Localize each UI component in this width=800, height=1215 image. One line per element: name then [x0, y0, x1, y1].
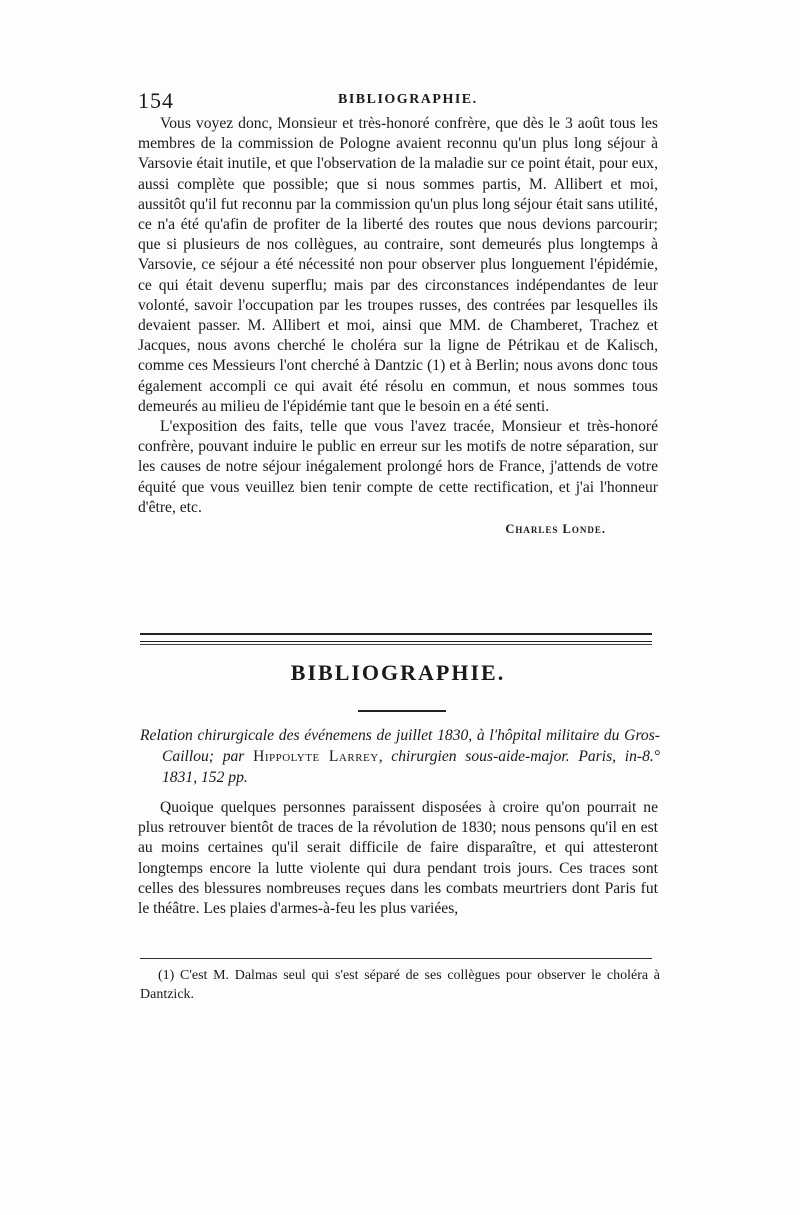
letter-signature: Charles Londe.	[505, 522, 606, 537]
review-citation	[140, 725, 660, 788]
footnote	[140, 966, 660, 1004]
review-publication: , chirurgien sous-aide-major. Paris, in-8.° 1831, 152 pp.	[162, 748, 661, 786]
review-text	[138, 798, 658, 919]
review-heading	[140, 725, 660, 788]
review-title: Relation chirurgicale des événemens de juillet 1830, à l'hôpital militaire du Gros-Caillou; par	[140, 727, 660, 765]
section-divider-double	[140, 633, 652, 642]
running-title: BIBLIOGRAPHIE.	[338, 92, 478, 107]
title-underline	[358, 710, 446, 712]
section-title: BIBLIOGRAPHIE.	[290, 660, 506, 685]
footnote-text: (1) C'est M. Dalmas seul qui s'est séparé de ses collègues pour observer le choléra à Dantzick.	[140, 968, 660, 1002]
footnote-divider	[140, 958, 652, 959]
letter-paragraph-2: L'exposition des faits, telle que vous l'avez tracée, Monsieur et très-honoré confrère, pouvant induire le public en erreur sur les motifs de notre séparation, sur les causes de notre séjour inégalement prolongé hors de France, j'attends de votre équité que vous veuillez bien tenir compte de cette rectification, et j'ai l'honneur d'être, etc.	[138, 418, 658, 516]
running-head	[138, 88, 658, 112]
review-paragraph-1: Quoique quelques personnes paraissent disposées à croire qu'on pourrait ne plus retrouver bientôt de traces de la révolution de 1830; nous pensons qu'il en est au moins certaines qu'il serait difficile de faire disparaître, et qui attesteront longtemps encore la lutte violente qui dura pendant trois jours. Ces traces sont celles des blessures nombreuses reçues dans les combats meurtriers dont Paris fut le théâtre. Les plaies d'armes-à-feu les plus variées,	[138, 799, 658, 918]
letter-text	[138, 114, 658, 540]
section-divider-thin	[140, 644, 652, 645]
page-number: 154	[138, 88, 174, 113]
letter-paragraph-1: Vous voyez donc, Monsieur et très-honoré confrère, que dès le 3 août tous les membres de la commission de Pologne avaient reconnu qu'un plus long séjour à Varsovie était inutile, et que l'observation de la maladie sur ce point était, pour eux, aussi complète que possible; que si nous sommes partis, M. Allibert et moi, aussitôt qu'il fut reconnu par la commission qu'un plus long séjour était sans utilité, ce n'a été qu'afin de profiter de la liberté des routes que nous devions parcourir; que si plusieurs de nos collègues, au contraire, sont demeurés plus longtemps à Varsovie, ce séjour a été nécessité non pour observer plus longuement l'épidémie, ce qui était devenu superflu; mais par des circonstances indépendantes de leur volonté, savoir l'occupation par les troupes russes, des contrées par lesquelles ils devaient passer. M. Allibert et moi, ainsi que MM. de Chamberet, Trachez et Jacques, nous avons cherché le choléra sur la ligne de Pétrikau et de Kalisch, comme ces Messieurs l'ont cherché à Dantzic (1) et à Berlin; nous avons donc tous également accompli ce qui avait été résolu en commun, et nous sommes tous demeurés au milieu de l'épidémie tant que le besoin en a été senti.	[138, 115, 658, 415]
review-author: Hippolyte Larrey	[253, 748, 379, 765]
